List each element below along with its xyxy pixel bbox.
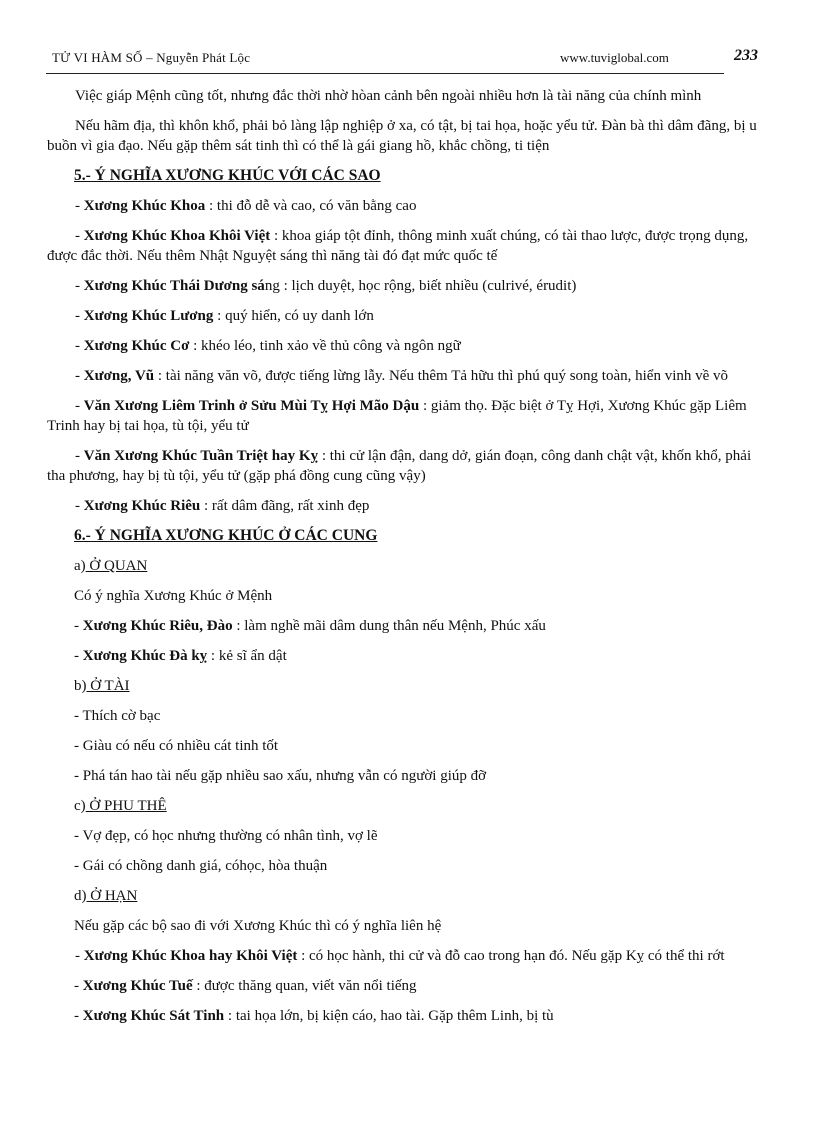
star-term: Xương Khúc Tuế (82, 978, 193, 994)
section-6-heading: 6.- Ý NGHĨA XƯƠNG KHÚC Ở CÁC CUNG (74, 527, 378, 544)
subsection-phuthe-heading: c) Ở PHU THÊ (74, 798, 167, 814)
star-term: Xương Khúc Sát Tinh (82, 1008, 225, 1024)
star-desc: : rất dâm đãng, rất xinh đẹp (200, 498, 370, 514)
star-desc: : kẻ sĩ ẩn dật (207, 648, 287, 664)
header-rule (46, 73, 724, 74)
star-term: Xương Khúc Đà kỵ (82, 648, 208, 664)
star-desc: : thi đỗ dễ và cao, có văn bằng cao (205, 198, 417, 214)
website-url: www.tuviglobal.com (560, 50, 669, 65)
list-item: - Xương, Vũ : tài năng văn võ, được tiếng lừng lẫy. Nếu thêm Tả hữu thì phú quý song toàn, hiển vinh về võ (75, 368, 729, 384)
list-item: - Xương Khúc Riêu : rất dâm đãng, rất xinh đẹp (75, 498, 370, 514)
star-term: Xương, Vũ (83, 368, 155, 384)
page-number: 233 (734, 47, 758, 64)
star-desc: : khoa giáp tột đỉnh, thông minh xuất chúng, có tài thao lược, được trọng dụng, được đắc thời. Nếu thêm Nhật Nguyệt sáng thì năng tài đó đạt mức quốc tế (47, 228, 749, 264)
star-term: Văn Xương Khúc Tuần Triệt hay Kỵ (83, 448, 319, 464)
subsection-quan-heading: a) Ở QUAN (74, 558, 148, 574)
list-item: - Giàu có nếu có nhiều cát tinh tốt (74, 738, 279, 754)
star-desc: : tài năng văn võ, được tiếng lừng lẫy. Nếu thêm Tả hữu thì phú quý song toàn, hiển vinh về võ (154, 368, 729, 384)
list-item: - Xương Khúc Khoa hay Khôi Việt : có học hành, thi cử và đỗ cao trong hạn đó. Nếu gặp Kỵ có thể thi rớt (75, 948, 725, 964)
list-item: - Vợ đẹp, có học nhưng thường có nhân tình, vợ lẽ (74, 828, 378, 844)
section-5-heading: 5.- Ý NGHĨA XƯƠNG KHÚC VỚI CÁC SAO (74, 167, 381, 184)
list-item: - Xương Khúc Đà kỵ : kẻ sĩ ẩn dật (74, 648, 287, 664)
subsection-han-heading: d) Ở HẠN (74, 888, 138, 904)
list-item: - Xương Khúc Khoa Khôi Việt : khoa giáp tột đỉnh, thông minh xuất chúng, có tài thao lược, được trọng dụng, được đắc thời. Nếu thêm Nhật Nguyệt sáng thì năng tài đó đạt mức quốc tế (47, 228, 749, 264)
star-desc: : làm nghề mãi dâm dung thân nếu Mệnh, Phúc xấu (232, 618, 546, 634)
list-item: - Xương Khúc Thái Dương sáng : lịch duyệt, học rộng, biết nhiều (culrivé, érudit) (75, 278, 577, 294)
star-desc: : giảm thọ. Đặc biệt ở Tỵ Hợi, Xương Khúc gặp Liêm Trinh hay bị tai họa, tù tội, yểu tử (47, 398, 747, 434)
star-desc: : thi cử lận đận, dang dở, gián đoạn, công danh chật vật, khốn khổ, phải tha phương, hay bị tù tội, yểu tử (gặp phá đồng cung cũng vậy) (47, 448, 752, 484)
list-item: - Văn Xương Khúc Tuần Triệt hay Kỵ : thi cử lận đận, dang dở, gián đoạn, công danh chật vật, khốn khổ, phải tha phương, hay bị tù tội, yểu tử (gặp phá đồng cung cũng vậy) (47, 448, 752, 484)
list-item: - Xương Khúc Tuế : được thăng quan, viết văn nổi tiếng (74, 978, 417, 994)
book-title: TỬ VI HÀM SỐ – Nguyễn Phát Lộc (52, 50, 251, 65)
star-term: Xương Khúc Khoa hay Khôi Việt (83, 948, 298, 964)
star-desc: : khéo léo, tinh xảo về thủ công và ngôn ngữ (189, 338, 461, 354)
list-item: - Xương Khúc Riêu, Đào : làm nghề mãi dâm dung thân nếu Mệnh, Phúc xấu (74, 618, 546, 634)
subsection-han-intro: Nếu gặp các bộ sao đi với Xương Khúc thì có ý nghĩa liên hệ (74, 918, 442, 934)
star-term: Xương Khúc Khoa (83, 198, 206, 214)
list-item: - Xương Khúc Cơ : khéo léo, tinh xảo về thủ công và ngôn ngữ (75, 338, 461, 354)
star-desc: ng : lịch duyệt, học rộng, biết nhiều (culrivé, érudit) (264, 278, 577, 294)
list-item: - Xương Khúc Sát Tinh : tai họa lớn, bị kiện cáo, hao tài. Gặp thêm Linh, bị tù (74, 1008, 554, 1024)
list-item: - Xương Khúc Lương : quý hiển, có uy danh lớn (75, 308, 374, 324)
list-item: - Phá tán hao tài nếu gặp nhiều sao xấu, nhưng vẫn có người giúp đỡ (74, 768, 487, 784)
intro-paragraph-2: Nếu hãm địa, thì khôn khổ, phải bỏ làng lập nghiệp ở xa, có tật, bị tai họa, hoặc yểu tử. Đàn bà thì dâm đãng, bị u buồn vì gia đạo. Nếu gặp thêm sát tinh thì có thể là gái giang hồ, khắc chồng, ti tiện (47, 118, 757, 154)
list-item: - Xương Khúc Khoa : thi đỗ dễ và cao, có văn bằng cao (75, 198, 417, 214)
star-term: Xương Khúc Lương (83, 308, 214, 324)
list-item: - Văn Xương Liêm Trinh ở Sửu Mùi Tỵ Hợi Mão Dậu : giảm thọ. Đặc biệt ở Tỵ Hợi, Xương Khúc gặp Liêm Trinh hay bị tai họa, tù tội, yểu tử (47, 398, 747, 434)
intro-paragraph-1: Việc giáp Mệnh cũng tốt, nhưng đắc thời nhờ hòan cảnh bên ngoài nhiều hơn là tài năng của chính mình (75, 88, 702, 104)
star-desc: : quý hiển, có uy danh lớn (213, 308, 374, 324)
star-term: Xương Khúc Thái Dương sá (83, 278, 265, 294)
page-header (46, 47, 758, 68)
star-desc: : được thăng quan, viết văn nổi tiếng (192, 978, 417, 994)
star-desc: : có học hành, thi cử và đỗ cao trong hạn đó. Nếu gặp Kỵ có thể thi rớt (297, 948, 725, 964)
subsection-quan-intro: Có ý nghĩa Xương Khúc ở Mệnh (74, 588, 273, 604)
star-term: Xương Khúc Riêu, Đào (82, 618, 233, 634)
subsection-tai-heading: b) Ở TÀI (74, 678, 130, 694)
star-term: Văn Xương Liêm Trinh ở Sửu Mùi Tỵ Hợi Mão Dậu (83, 398, 420, 414)
star-term: Xương Khúc Cơ (83, 338, 190, 354)
star-desc: : tai họa lớn, bị kiện cáo, hao tài. Gặp thêm Linh, bị tù (224, 1008, 554, 1024)
star-term: Xương Khúc Khoa Khôi Việt (83, 228, 271, 244)
list-item: - Thích cờ bạc (74, 708, 161, 724)
list-item: - Gái có chồng danh giá, cóhọc, hòa thuận (74, 858, 328, 874)
page-body (47, 86, 770, 1036)
star-term: Xương Khúc Riêu (83, 498, 201, 514)
